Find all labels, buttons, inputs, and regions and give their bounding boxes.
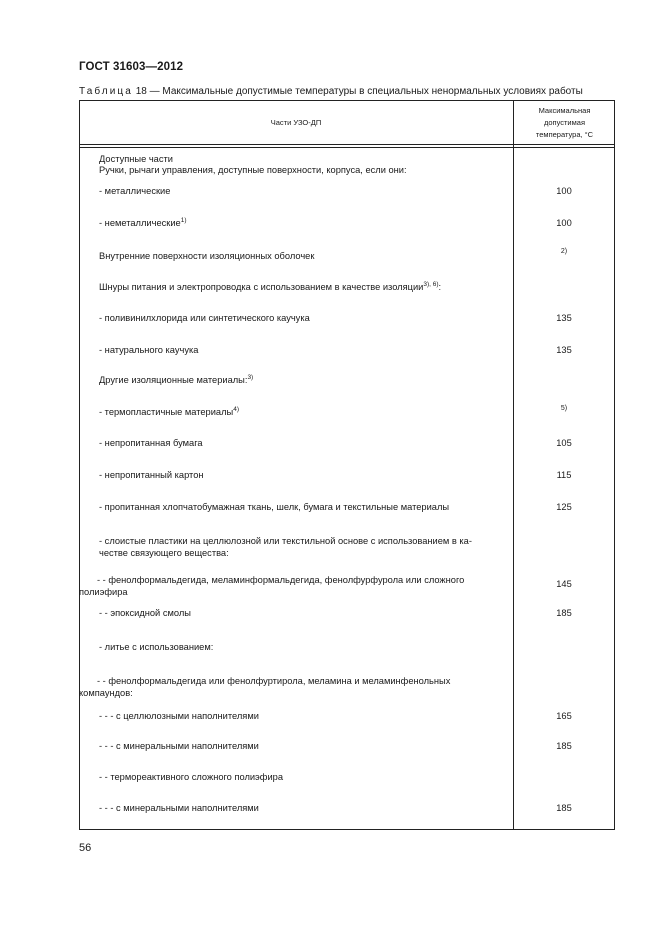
caption-label: Таблица bbox=[79, 86, 133, 97]
row-label-text: Ручки, рычаги управления, доступные поверхности, корпуса, если они: bbox=[99, 165, 407, 175]
table-border-right bbox=[614, 101, 615, 829]
row-label-text: - непропитанная бумага bbox=[99, 438, 203, 448]
row-label bbox=[99, 164, 407, 176]
row-label bbox=[99, 281, 441, 293]
row-label bbox=[99, 771, 283, 783]
row-label bbox=[99, 740, 259, 752]
row-label bbox=[99, 802, 259, 814]
max-temperature-value: 105 bbox=[556, 438, 572, 448]
max-temperature-value: 185 bbox=[556, 741, 572, 751]
row-label bbox=[99, 501, 449, 513]
row-label-text: Доступные части bbox=[99, 154, 173, 164]
row-label bbox=[99, 641, 213, 653]
row-label-continuation: честве связующего вещества: bbox=[99, 548, 229, 558]
row-label-text: Шнуры питания и электропроводка с использованием в качестве изоляции bbox=[99, 282, 424, 292]
page-number: 56 bbox=[79, 842, 92, 854]
row-label-text: - - - с минеральными наполнителями bbox=[99, 803, 259, 813]
row-label-text: - термопластичные материалы bbox=[99, 407, 234, 417]
caption-number: 18 bbox=[135, 86, 147, 97]
max-temperature-value: 125 bbox=[556, 502, 572, 512]
row-label-text: - поливинилхлорида или синтетического каучука bbox=[99, 313, 310, 323]
max-temperature-value: 5) bbox=[560, 405, 568, 412]
row-label bbox=[97, 675, 450, 687]
row-label bbox=[99, 406, 239, 418]
row-label-continuation: полиэфира bbox=[79, 587, 128, 597]
row-label-text: Внутренние поверхности изоляционных оболочек bbox=[99, 251, 315, 261]
max-temperature-value: 185 bbox=[556, 608, 572, 618]
row-label bbox=[99, 535, 472, 547]
column-header-temperature: Максимальная допустимая температура, °С bbox=[535, 106, 594, 139]
caption-text: — Максимальные допустимые температуры в специальных ненормальных условиях работы bbox=[146, 86, 583, 97]
standard-title: ГОСТ 31603—2012 bbox=[79, 61, 184, 73]
footnote-ref: 4) bbox=[233, 406, 239, 413]
header-divider bbox=[79, 144, 615, 145]
max-temperature-value: 145 bbox=[556, 579, 572, 589]
row-label-text: - металлические bbox=[99, 186, 171, 196]
row-label bbox=[99, 374, 253, 386]
max-temperature-value: 115 bbox=[556, 470, 572, 480]
row-label-text: - натурального каучука bbox=[99, 345, 199, 355]
footnote-ref: 3) bbox=[247, 374, 254, 381]
row-label-text: Другие изоляционные материалы: bbox=[99, 375, 248, 385]
row-label bbox=[99, 250, 314, 262]
row-label-text: - - - с целлюлозными наполнителями bbox=[99, 711, 259, 721]
row-label bbox=[99, 217, 186, 229]
row-label bbox=[99, 710, 259, 722]
row-label bbox=[99, 185, 170, 197]
row-label bbox=[99, 312, 310, 324]
max-temperature-value: 135 bbox=[556, 345, 572, 355]
footnote-ref: 3), 6) bbox=[423, 281, 439, 288]
header-divider-double bbox=[79, 147, 615, 148]
max-temperature-value: 185 bbox=[556, 803, 572, 813]
row-label-text: - пропитанная хлопчатобумажная ткань, шелк, бумага и текстильные материалы bbox=[99, 502, 450, 512]
row-label-text: - литье с использованием: bbox=[99, 642, 214, 652]
row-label-text: - неметаллические bbox=[99, 218, 181, 228]
row-label-continuation: компаундов: bbox=[79, 688, 133, 698]
row-label bbox=[99, 469, 204, 481]
row-label-text: - - термореактивного сложного полиэфира bbox=[99, 772, 283, 782]
max-temperature-value: 100 bbox=[556, 186, 572, 196]
column-header-part: Части УЗО-ДП bbox=[270, 118, 322, 127]
table-caption bbox=[79, 86, 583, 97]
row-label bbox=[99, 344, 198, 356]
max-temperature-value: 165 bbox=[556, 711, 572, 721]
row-label-text: - слоистые пластики на целлюлозной или текстильной основе с использованием в ка- bbox=[99, 536, 472, 546]
row-label-text: - - фенолформальдегида, меламинформальдегида, фенолфурфурола или сложного bbox=[97, 575, 465, 585]
row-label-text: - - фенолформальдегида или фенолфуртирола, меламина и меламинфенольных bbox=[97, 676, 451, 686]
footnote-ref: 1) bbox=[180, 217, 187, 224]
row-label bbox=[97, 574, 464, 586]
max-temperature-value: 2) bbox=[560, 248, 568, 255]
row-label-text: - - - с минеральными наполнителями bbox=[99, 741, 259, 751]
row-label-text: - - эпоксидной смолы bbox=[99, 608, 191, 618]
max-temperature-value: 135 bbox=[556, 313, 572, 323]
max-temperature-value: 100 bbox=[556, 218, 572, 228]
temperature-table bbox=[79, 100, 615, 830]
row-label-text: - непропитанный картон bbox=[99, 470, 204, 480]
row-label bbox=[99, 437, 203, 449]
row-label bbox=[99, 607, 191, 619]
row-label-tail: : bbox=[438, 282, 442, 292]
table-border-left bbox=[79, 101, 80, 829]
